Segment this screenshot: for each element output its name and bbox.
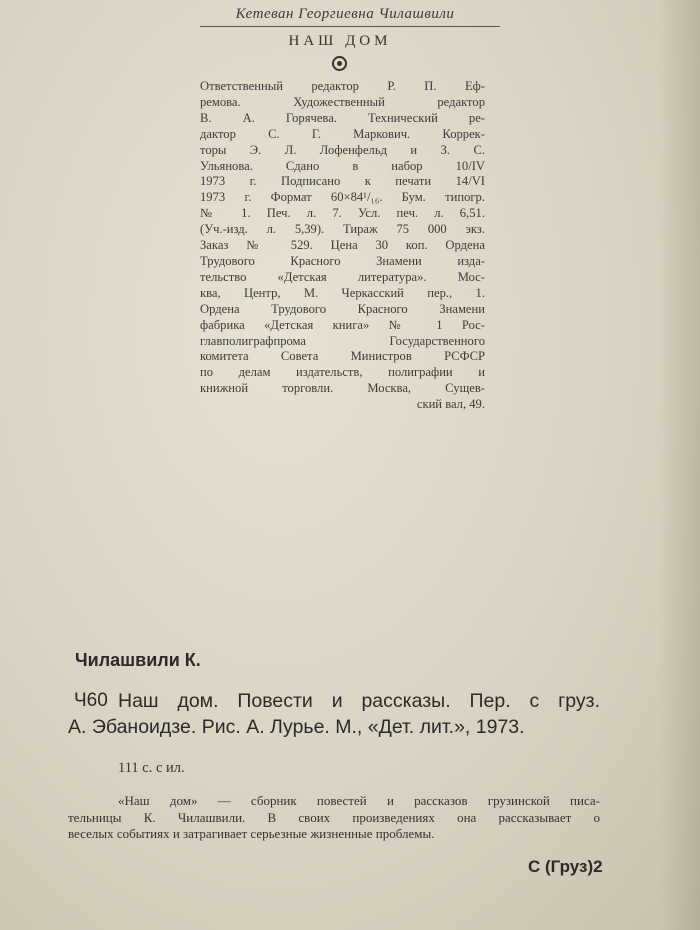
catalog-annotation — [68, 793, 600, 843]
imprint-line: В. А. Горячева. Технический ре- — [200, 110, 485, 125]
imprint-line: Заказ № 529. Цена 30 коп. Ордена — [200, 238, 485, 253]
annotation-line: тельницы К. Чилашвили. В своих произведениях она рассказывает о — [68, 809, 600, 825]
imprint-line: ский вал, 49. — [416, 397, 485, 412]
imprint-line: дактор С. Г. Маркович. Коррек- — [200, 126, 485, 141]
imprint-line: комитета Совета Министров РСФСР — [200, 349, 485, 364]
annotation-line: «Наш дом» — сборник повестей и рассказов грузинской писа- — [118, 793, 600, 808]
book-author: Кетеван Георгиевна Чилашвили — [235, 6, 455, 22]
catalog-index: Ч60 — [74, 690, 108, 711]
catalog-description-line: Наш дом. Повести и рассказы. Пер. с груз. — [118, 690, 600, 712]
catalog-description-line: А. Эбаноидзе. Рис. А. Лурье. М., «Дет. лит.», 1973. — [68, 716, 525, 738]
imprint-line: Ответственный редактор Р. П. Еф- — [200, 79, 485, 93]
book-title: НАШ ДОМ — [288, 33, 392, 49]
imprint-line: № 1. Печ. л. 7. Усл. печ. л. 6,51. — [200, 206, 485, 221]
imprint-line: по делам издательств, полиграфии и — [200, 365, 485, 380]
imprint-block — [200, 79, 485, 413]
publisher-mark-icon — [332, 56, 347, 71]
annotation-line: веселых событиях и затрагивает серьезные жизненные проблемы. — [68, 826, 435, 841]
imprint-line: книжной торговли. Москва, Сущев- — [200, 381, 485, 396]
imprint-line: Ульянова. Сдано в набор 10/IV — [200, 158, 485, 173]
imprint-line: 1973 г. Подписано к печати 14/VI — [200, 174, 485, 189]
imprint-line: (Уч.-изд. л. 5,39). Тираж 75 000 экз. — [200, 222, 485, 237]
imprint-line: Трудового Красного Знамени изда- — [200, 253, 485, 268]
imprint-line: 1973 г. Формат 60×84¹/₁₆. Бум. типогр. — [200, 190, 485, 205]
catalog-author: Чилашвили К. — [75, 650, 201, 670]
page-shadow — [660, 0, 700, 930]
imprint-line: ква, Центр, М. Черкасский пер., 1. — [200, 285, 485, 300]
classification-code: С (Груз)2 — [528, 857, 603, 876]
imprint-line: фабрика «Детская книга» № 1 Рос- — [200, 317, 485, 332]
imprint-line: ремова. Художественный редактор — [200, 94, 485, 109]
header-rule — [200, 26, 500, 27]
catalog-pages: 111 с. с ил. — [118, 760, 185, 776]
imprint-line: торы Э. Л. Лофенфельд и З. С. — [200, 142, 485, 157]
imprint-line: тельство «Детская литература». Мос- — [200, 269, 485, 284]
imprint-line: главполиграфпрома Государственного — [200, 333, 485, 348]
imprint-line: Ордена Трудового Красного Знамени — [200, 301, 485, 316]
